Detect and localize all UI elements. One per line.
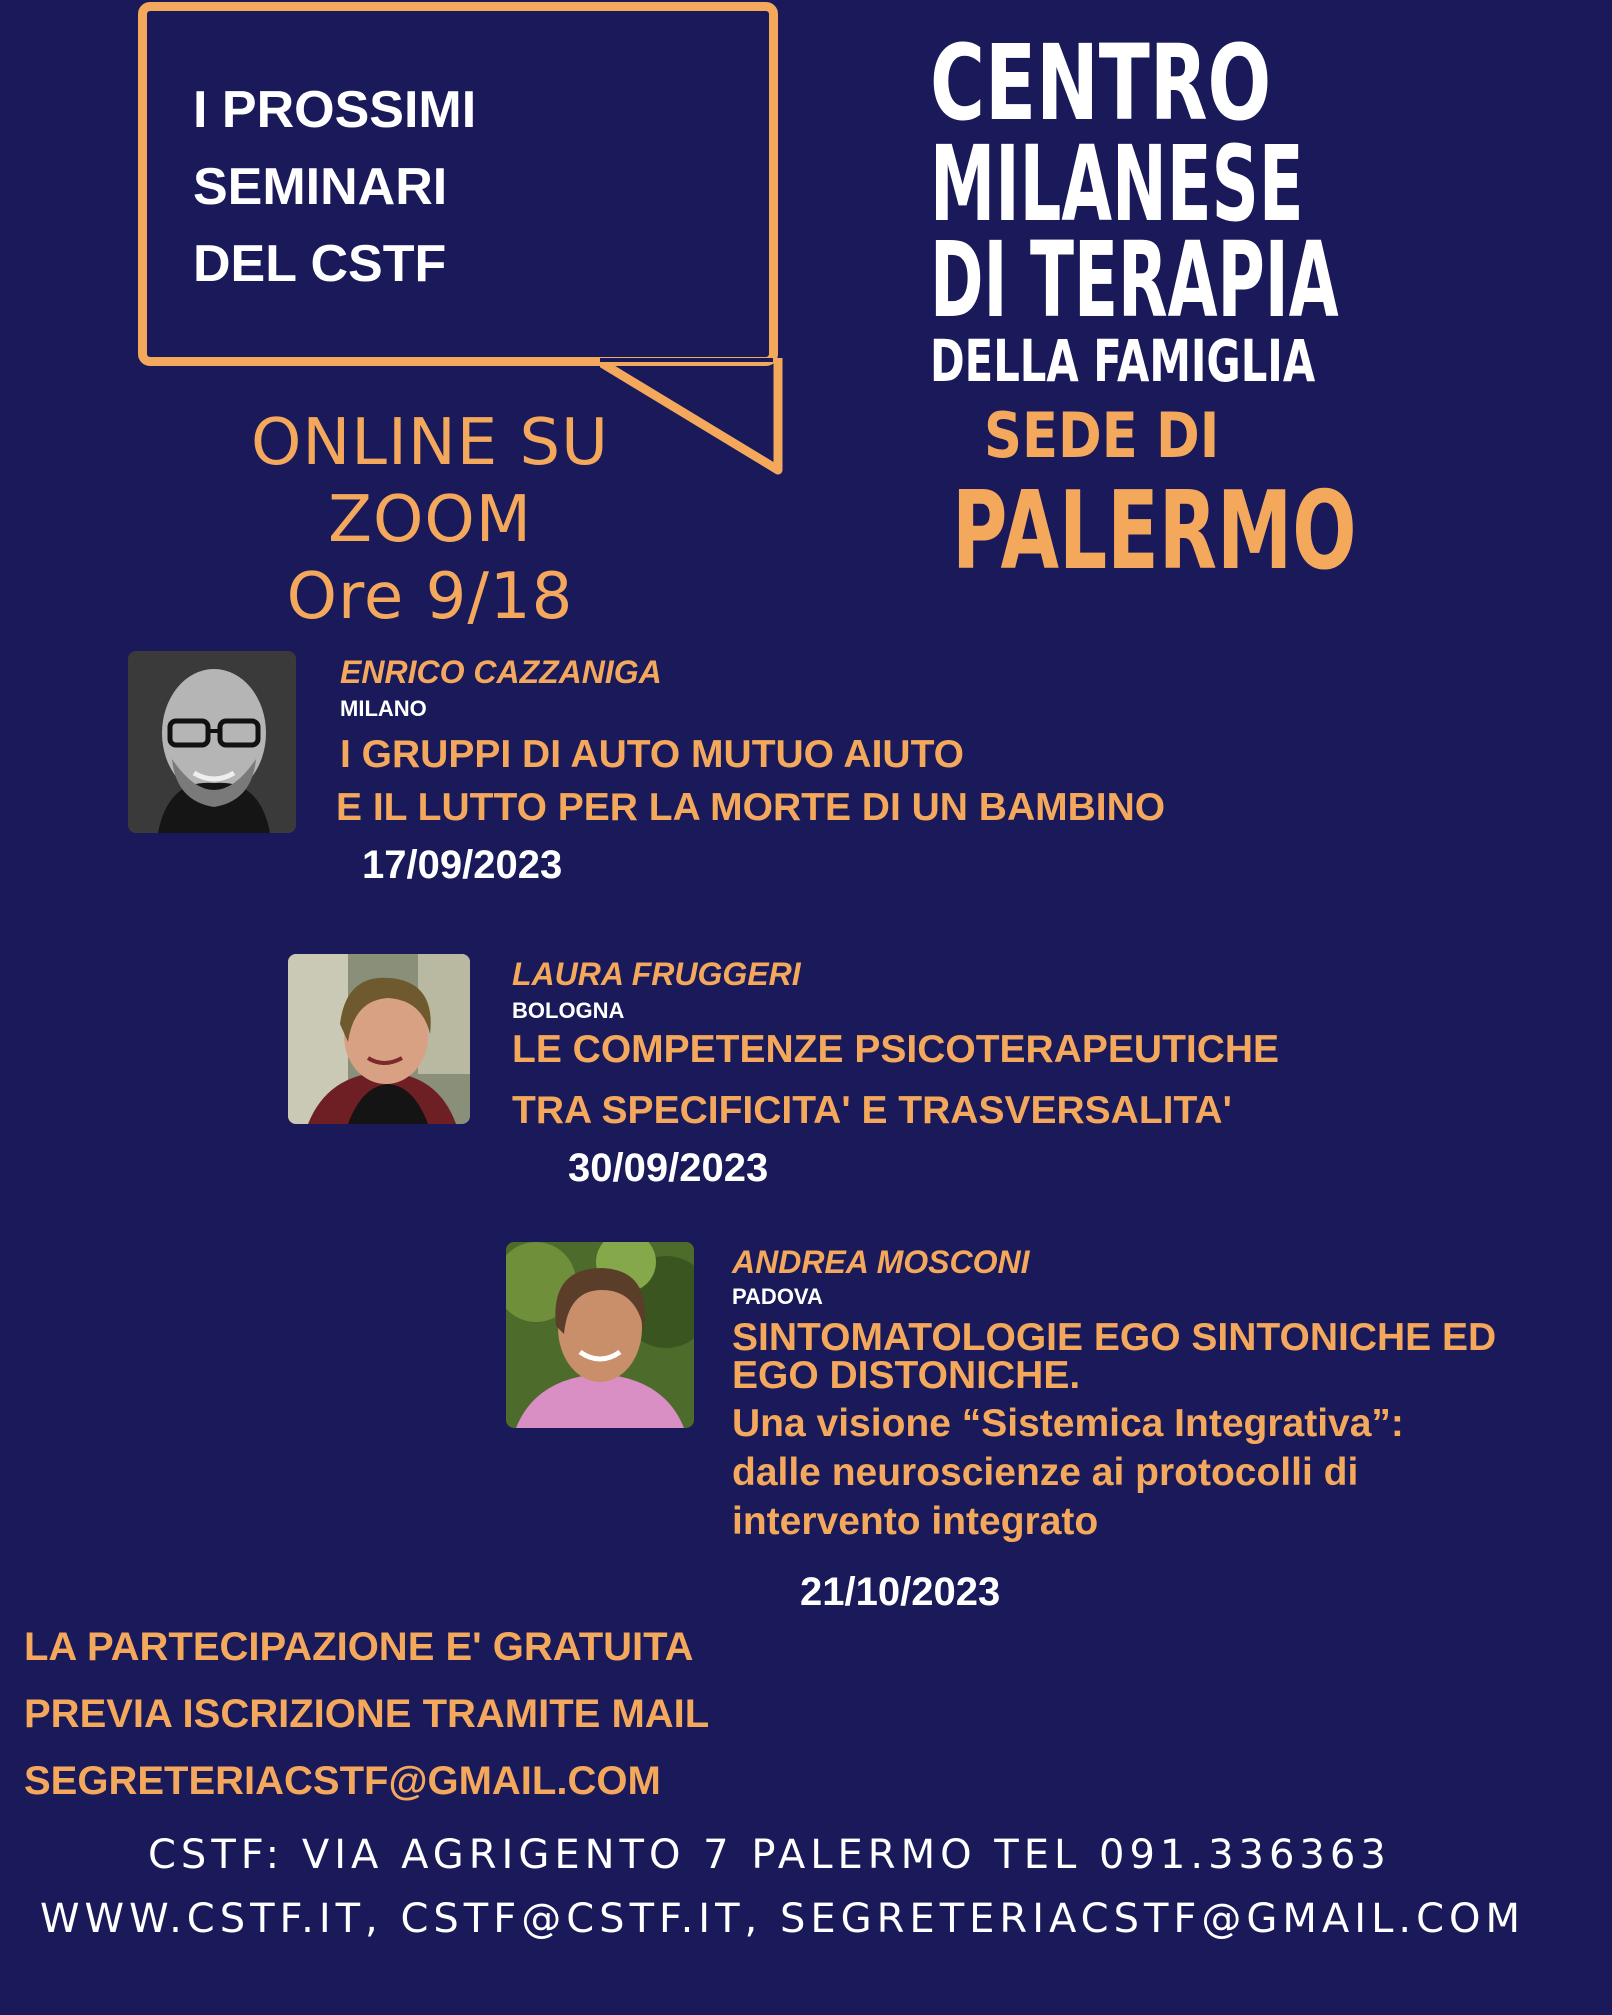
- speaker-photo-cazzaniga: [128, 651, 296, 833]
- speaker-name: ENRICO CAZZANIGA: [340, 654, 662, 690]
- bubble-line: DEL CSTF: [193, 235, 447, 293]
- org-line: DELLA FAMIGLIA: [930, 327, 1316, 395]
- talk-title-line: I GRUPPI DI AUTO MUTUO AIUTO: [340, 733, 965, 776]
- participation-email: SEGRETERIACSTF@GMAIL.COM: [24, 1759, 661, 1803]
- speaker-city: MILANO: [340, 696, 427, 721]
- talk-title-line: EGO DISTONICHE.: [732, 1354, 1081, 1397]
- speaker-city: BOLOGNA: [512, 998, 625, 1023]
- speech-bubble-tail: [600, 358, 790, 478]
- org-location-city: PALERMO: [952, 469, 1357, 594]
- talk-title-line: TRA SPECIFICITA' E TRASVERSALITA': [512, 1089, 1232, 1132]
- talk-title-line: SINTOMATOLOGIE EGO SINTONICHE ED: [732, 1316, 1497, 1359]
- online-line: Ore 9/18: [286, 560, 574, 634]
- contact-address: CSTF: VIA AGRIGENTO 7 PALERMO TEL 091.336363: [148, 1832, 1391, 1878]
- org-line: DI TERAPIA: [930, 219, 1339, 341]
- online-line: ZOOM: [328, 483, 532, 557]
- talk-subtitle-line: Una visione “Sistemica Integrativa”:: [732, 1402, 1404, 1445]
- speaker-name: ANDREA MOSCONI: [732, 1244, 1030, 1280]
- participation-free: LA PARTECIPAZIONE E' GRATUITA: [24, 1625, 694, 1669]
- speaker-city: PADOVA: [732, 1284, 823, 1309]
- seminar-date: 21/10/2023: [800, 1570, 1001, 1614]
- talk-subtitle-line: intervento integrato: [732, 1500, 1099, 1543]
- speaker-photo-fruggeri: [288, 954, 470, 1124]
- talk-title-line: LE COMPETENZE PSICOTERAPEUTICHE: [512, 1028, 1280, 1071]
- talk-title-line: E IL LUTTO PER LA MORTE DI UN BAMBINO: [336, 786, 1166, 829]
- org-location-label: SEDE DI: [984, 399, 1220, 472]
- speaker-name: LAURA FRUGGERI: [512, 956, 801, 992]
- talk-subtitle-line: dalle neuroscienze ai protocolli di: [732, 1451, 1359, 1494]
- org-line: CENTRO: [930, 22, 1272, 144]
- seminar-date: 17/09/2023: [362, 843, 563, 887]
- online-info: [240, 405, 620, 636]
- bubble-line: SEMINARI: [193, 158, 448, 216]
- speaker-photo-mosconi: [506, 1242, 694, 1428]
- bubble-line: I PROSSIMI: [193, 81, 477, 139]
- bubble-heading: [193, 72, 476, 303]
- seminar-date: 30/09/2023: [568, 1146, 769, 1190]
- participation-registration: PREVIA ISCRIZIONE TRAMITE MAIL: [24, 1692, 710, 1736]
- contact-web-email: WWW.CSTF.IT, CSTF@CSTF.IT, SEGRETERIACSTF@GMAIL.COM: [40, 1896, 1525, 1942]
- organization-title: [930, 22, 1589, 594]
- org-line: MILANESE: [930, 123, 1304, 245]
- online-line: ONLINE SU: [251, 406, 609, 480]
